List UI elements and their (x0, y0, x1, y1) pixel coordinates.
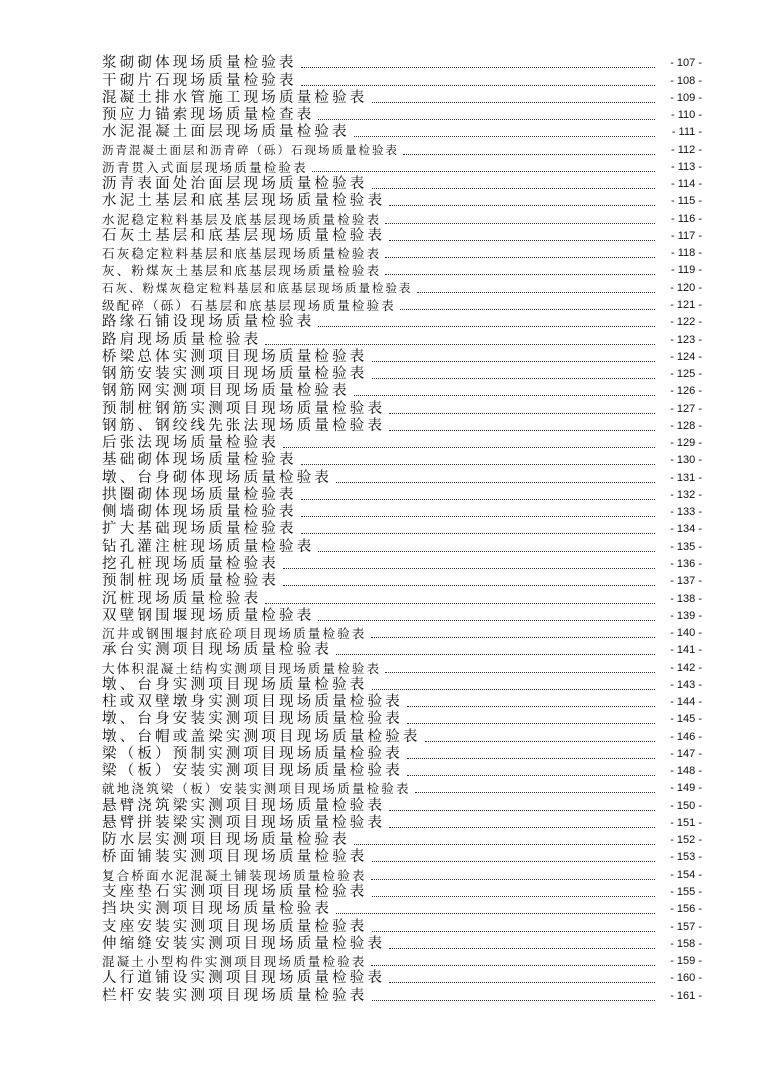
toc-entry-title: 钢筋网实测项目现场质量检验表 (102, 383, 350, 400)
toc-entry-title: 路缘石铺设现场质量检验表 (102, 314, 315, 331)
toc-entry[interactable] (102, 55, 702, 72)
toc-entry-title: 沥青表面处治面层现场质量检验表 (102, 176, 368, 193)
toc-entry-title: 预制桩现场质量检验表 (102, 573, 279, 590)
toc-entry-page-number: - 138 - (670, 592, 702, 605)
toc-entry[interactable] (102, 297, 702, 314)
toc-entry-page-number: - 146 - (670, 730, 702, 743)
dot-leader (385, 257, 655, 258)
dot-leader (389, 948, 655, 949)
toc-entry[interactable] (102, 832, 702, 849)
toc-entry[interactable] (102, 487, 702, 504)
toc-entry-page-number: - 153 - (670, 851, 702, 864)
dot-leader (265, 344, 655, 345)
toc-entry-title: 防水层实测项目现场质量检验表 (102, 832, 350, 849)
dot-leader (283, 568, 655, 569)
dot-leader (372, 188, 656, 189)
toc-entry-page-number: - 135 - (670, 540, 702, 553)
toc-entry[interactable] (102, 349, 702, 366)
toc-entry[interactable] (102, 987, 702, 1004)
toc-entry-title: 水泥土基层和底基层现场质量检验表 (102, 193, 386, 210)
toc-entry[interactable] (102, 711, 702, 728)
toc-entry-title: 钻孔灌注桩现场质量检验表 (102, 538, 315, 555)
toc-entry-page-number: - 113 - (671, 160, 702, 173)
toc-entry-page-number: - 133 - (670, 506, 702, 519)
toc-entry-page-number: - 125 - (670, 368, 702, 381)
dot-leader (354, 395, 655, 396)
toc-entry-title: 沥青贯入式面层现场质量检验表 (102, 159, 308, 175)
dot-leader (318, 620, 655, 621)
dot-leader (389, 810, 655, 811)
dot-leader (389, 827, 655, 828)
toc-entry-title: 栏杆安装实测项目现场质量检验表 (102, 987, 368, 1004)
dot-leader (301, 533, 655, 534)
toc-entry-title: 伸缩缝安装实测项目现场质量检验表 (102, 935, 386, 952)
dot-leader (372, 896, 656, 897)
dot-leader (372, 361, 656, 362)
toc-entry[interactable] (102, 279, 702, 296)
toc-entry-title: 大体积混凝土结构实测项目现场质量检验表 (102, 660, 382, 676)
toc-entry[interactable] (102, 228, 702, 245)
toc-entry[interactable] (102, 176, 702, 193)
toc-entry[interactable] (102, 193, 702, 210)
dot-leader (389, 413, 655, 414)
toc-entry-title: 双壁钢围堰现场质量检验表 (102, 607, 315, 624)
toc-entry-page-number: - 130 - (670, 454, 702, 467)
toc-entry-title: 悬臂拼装梁实测项目现场质量检验表 (102, 814, 386, 831)
toc-entry-title: 墩、台帽或盖梁实测项目现场质量检验表 (102, 728, 421, 745)
toc-entry[interactable] (102, 918, 702, 935)
toc-entry[interactable] (102, 107, 702, 124)
dot-leader (354, 844, 655, 845)
dot-leader (283, 585, 655, 586)
toc-entry-page-number: - 111 - (671, 126, 702, 139)
toc-entry-page-number: - 119 - (671, 264, 702, 277)
dot-leader (389, 240, 655, 241)
toc-entry[interactable] (102, 780, 702, 797)
dot-leader (425, 741, 655, 742)
toc-entry[interactable] (102, 936, 702, 953)
dot-leader (318, 119, 655, 120)
toc-entry[interactable] (102, 677, 702, 694)
toc-entry-title: 级配碎（砾）石基层和底基层现场质量检验表 (102, 297, 397, 313)
toc-entry[interactable] (102, 366, 702, 383)
toc-entry-title: 复合桥面水泥混凝土铺装现场质量检验表 (102, 867, 367, 883)
dot-leader (336, 913, 655, 914)
toc-entry[interactable] (102, 90, 702, 107)
toc-entry-page-number: - 155 - (670, 886, 702, 899)
toc-entry-page-number: - 112 - (671, 143, 702, 156)
dot-leader (389, 982, 655, 983)
toc-entry-page-number: - 154 - (670, 868, 702, 881)
toc-entry[interactable] (102, 262, 702, 279)
toc-entry-page-number: - 158 - (670, 937, 702, 950)
dot-leader (301, 516, 655, 517)
toc-entry-title: 挖孔桩现场质量检验表 (102, 555, 279, 572)
toc-entry-page-number: - 108 - (670, 74, 702, 87)
toc-entry[interactable] (102, 124, 702, 141)
toc-entry-page-number: - 128 - (670, 419, 702, 432)
toc-entry-page-number: - 134 - (670, 523, 702, 536)
toc-entry-page-number: - 161 - (670, 989, 702, 1002)
toc-entry-title: 沉桩现场质量检验表 (102, 590, 262, 607)
toc-entry[interactable] (102, 435, 702, 452)
toc-entry-page-number: - 144 - (670, 696, 702, 709)
toc-entry[interactable] (102, 210, 702, 227)
dot-leader (301, 85, 655, 86)
dot-leader (371, 965, 655, 966)
toc-entry-page-number: - 132 - (670, 488, 702, 501)
toc-entry-title: 墩、台身实测项目现场质量检验表 (102, 676, 368, 693)
toc-entry[interactable] (102, 504, 702, 521)
dot-leader (372, 102, 656, 103)
dot-leader (372, 931, 656, 932)
toc-entry[interactable] (102, 573, 702, 590)
dot-leader (265, 603, 655, 604)
toc-entry-title: 侧墙砌体现场质量检验表 (102, 504, 297, 521)
dot-leader (400, 309, 655, 310)
toc-entry-title: 墩、台身安装实测项目现场质量检验表 (102, 711, 403, 728)
dot-leader (372, 861, 656, 862)
toc-entry-title: 桥梁总体实测项目现场质量检验表 (102, 348, 368, 365)
toc-entry-title: 梁（板）安装实测项目现场质量检验表 (102, 763, 403, 780)
toc-entry[interactable] (102, 72, 702, 89)
toc-entry-page-number: - 123 - (670, 333, 702, 346)
dot-leader (372, 689, 656, 690)
toc-entry-title: 拱圈砌体现场质量检验表 (102, 486, 297, 503)
toc-entry-page-number: - 145 - (670, 713, 702, 726)
toc-entry-page-number: - 109 - (670, 91, 702, 104)
toc-entry-page-number: - 114 - (671, 178, 702, 191)
dot-leader (354, 136, 655, 137)
toc-entry[interactable] (102, 953, 702, 970)
toc-entry-page-number: - 142 - (670, 661, 702, 674)
toc-entry[interactable] (102, 608, 702, 625)
toc-entry-page-number: - 126 - (670, 385, 702, 398)
dot-leader (407, 723, 655, 724)
toc-entry-page-number: - 118 - (671, 247, 702, 260)
toc-entry-title: 承台实测项目现场质量检验表 (102, 642, 333, 659)
dot-leader (389, 430, 655, 431)
toc-entry[interactable] (102, 884, 702, 901)
dot-leader (407, 758, 655, 759)
toc-entry-title: 混凝土小型构件实测项目现场质量检验表 (102, 954, 367, 970)
dot-leader (318, 551, 655, 552)
toc-entry-page-number: - 117 - (671, 229, 702, 242)
toc-entry[interactable] (102, 141, 702, 158)
dot-leader (385, 223, 655, 224)
toc-entry[interactable] (102, 521, 702, 538)
toc-entry-page-number: - 150 - (670, 799, 702, 812)
dot-leader (385, 274, 655, 275)
toc-entry[interactable] (102, 383, 702, 400)
toc-entry-page-number: - 152 - (670, 834, 702, 847)
toc-entry[interactable] (102, 418, 702, 435)
toc-entry-page-number: - 110 - (671, 109, 702, 122)
dot-leader (389, 205, 655, 206)
toc-entry-title: 基础砌体现场质量检验表 (102, 452, 297, 469)
toc-entry[interactable] (102, 763, 702, 780)
toc-entry-page-number: - 115 - (671, 195, 702, 208)
toc-entry-title: 灰、粉煤灰土基层和底基层现场质量检验表 (102, 263, 382, 279)
toc-entry[interactable] (102, 331, 702, 348)
toc-entry[interactable] (102, 452, 702, 469)
toc-entry[interactable] (102, 556, 702, 573)
toc-entry[interactable] (102, 694, 702, 711)
toc-entry-title: 就地浇筑梁（板）安装实测项目现场质量检验表 (102, 781, 411, 797)
toc-entry-page-number: - 140 - (670, 627, 702, 640)
toc-entry[interactable] (102, 797, 702, 814)
toc-entry-page-number: - 120 - (670, 281, 702, 294)
toc-entry-page-number: - 141 - (670, 644, 702, 657)
toc-entry[interactable] (102, 866, 702, 883)
toc-entry-page-number: - 147 - (670, 747, 702, 760)
toc-entry[interactable] (102, 469, 702, 486)
dot-leader (372, 1000, 656, 1001)
dot-leader (371, 637, 655, 638)
toc-entry[interactable] (102, 970, 702, 987)
toc-entry-title: 路肩现场质量检验表 (102, 331, 262, 348)
dot-leader (372, 378, 656, 379)
toc-entry-page-number: - 127 - (670, 402, 702, 415)
toc-entry-title: 墩、台身砌体现场质量检验表 (102, 469, 333, 486)
toc-entry[interactable] (102, 746, 702, 763)
toc-entry-title: 支座垫石实测项目现场质量检验表 (102, 884, 368, 901)
toc-entry[interactable] (102, 901, 702, 918)
dot-leader (415, 792, 655, 793)
table-of-contents (102, 55, 702, 1005)
toc-entry-title: 水泥稳定粒料基层及底基层现场质量检验表 (102, 211, 382, 227)
toc-entry-title: 后张法现场质量检验表 (102, 435, 279, 452)
toc-entry-page-number: - 129 - (670, 437, 702, 450)
toc-entry-title: 扩大基础现场质量检验表 (102, 521, 297, 538)
dot-leader (301, 499, 655, 500)
toc-entry-title: 石灰稳定粒料基层和底基层现场质量检验表 (102, 246, 382, 262)
toc-entry-title: 人行道铺设实测项目现场质量检验表 (102, 970, 386, 987)
toc-entry[interactable] (102, 159, 702, 176)
toc-entry-title: 干砌片石现场质量检验表 (102, 72, 297, 89)
toc-entry-page-number: - 116 - (671, 212, 702, 225)
dot-leader (407, 775, 655, 776)
toc-entry-title: 预制桩钢筋实测项目现场质量检验表 (102, 400, 386, 417)
dot-leader (283, 447, 655, 448)
toc-entry-title: 悬臂浇筑梁实测项目现场质量检验表 (102, 797, 386, 814)
toc-entry[interactable] (102, 659, 702, 676)
toc-entry[interactable] (102, 642, 702, 659)
toc-entry-title: 梁（板）预制实测项目现场质量检验表 (102, 745, 403, 762)
toc-entry-page-number: - 151 - (670, 816, 702, 829)
toc-entry-title: 水泥混凝土面层现场质量检验表 (102, 124, 350, 141)
toc-entry-page-number: - 122 - (670, 316, 702, 329)
toc-entry-page-number: - 124 - (670, 350, 702, 363)
toc-entry-page-number: - 149 - (670, 782, 702, 795)
toc-entry-title: 沥青混凝土面层和沥青碎（砾）石现场质量检验表 (102, 142, 399, 157)
toc-entry[interactable] (102, 625, 702, 642)
toc-entry-title: 柱或双壁墩身实测项目现场质量检验表 (102, 694, 403, 711)
toc-entry-page-number: - 148 - (670, 765, 702, 778)
dot-leader (336, 482, 655, 483)
toc-entry-title: 钢筋、钢绞线先张法现场质量检验表 (102, 417, 386, 434)
dot-leader (371, 879, 655, 880)
toc-entry-title: 预应力锚索现场质量检查表 (102, 107, 315, 124)
toc-entry-title: 石灰土基层和底基层现场质量检验表 (102, 227, 386, 244)
toc-entry[interactable] (102, 538, 702, 555)
toc-entry[interactable] (102, 400, 702, 417)
dot-leader (336, 654, 655, 655)
toc-entry-title: 钢筋安装实测项目现场质量检验表 (102, 366, 368, 383)
toc-entry-page-number: - 157 - (670, 920, 702, 933)
toc-entry-page-number: - 143 - (670, 678, 702, 691)
toc-entry-page-number: - 160 - (670, 972, 702, 985)
toc-entry-page-number: - 137 - (670, 575, 702, 588)
toc-entry-title: 沉井或钢围堰封底砼项目现场质量检验表 (102, 626, 367, 642)
dot-leader (312, 171, 655, 172)
toc-entry-title: 桥面铺装实测项目现场质量检验表 (102, 849, 368, 866)
toc-entry-page-number: - 159 - (670, 955, 702, 968)
toc-entry-page-number: - 156 - (670, 903, 702, 916)
dot-leader (301, 67, 655, 68)
dot-leader (301, 464, 655, 465)
toc-entry-title: 混凝土排水管施工现场质量检验表 (102, 89, 368, 106)
toc-entry-page-number: - 131 - (670, 471, 702, 484)
toc-entry-title: 支座安装实测项目现场质量检验表 (102, 918, 368, 935)
toc-entry-title: 浆砌砌体现场质量检验表 (102, 55, 297, 72)
toc-entry[interactable] (102, 849, 702, 866)
toc-entry[interactable] (102, 815, 702, 832)
dot-leader (407, 706, 655, 707)
toc-entry-title: 石灰、粉煤灰稳定粒料基层和底基层现场质量检验表 (102, 280, 413, 295)
toc-entry[interactable] (102, 245, 702, 262)
toc-entry[interactable] (102, 314, 702, 331)
dot-leader (417, 292, 656, 293)
toc-entry-page-number: - 107 - (670, 57, 702, 70)
toc-entry-page-number: - 121 - (670, 298, 702, 311)
dot-leader (403, 154, 655, 155)
dot-leader (385, 672, 655, 673)
dot-leader (318, 326, 655, 327)
toc-entry-title: 挡块实测项目现场质量检验表 (102, 901, 333, 918)
toc-entry-page-number: - 136 - (670, 557, 702, 570)
toc-entry-page-number: - 139 - (670, 609, 702, 622)
toc-entry[interactable] (102, 590, 702, 607)
toc-entry[interactable] (102, 728, 702, 745)
